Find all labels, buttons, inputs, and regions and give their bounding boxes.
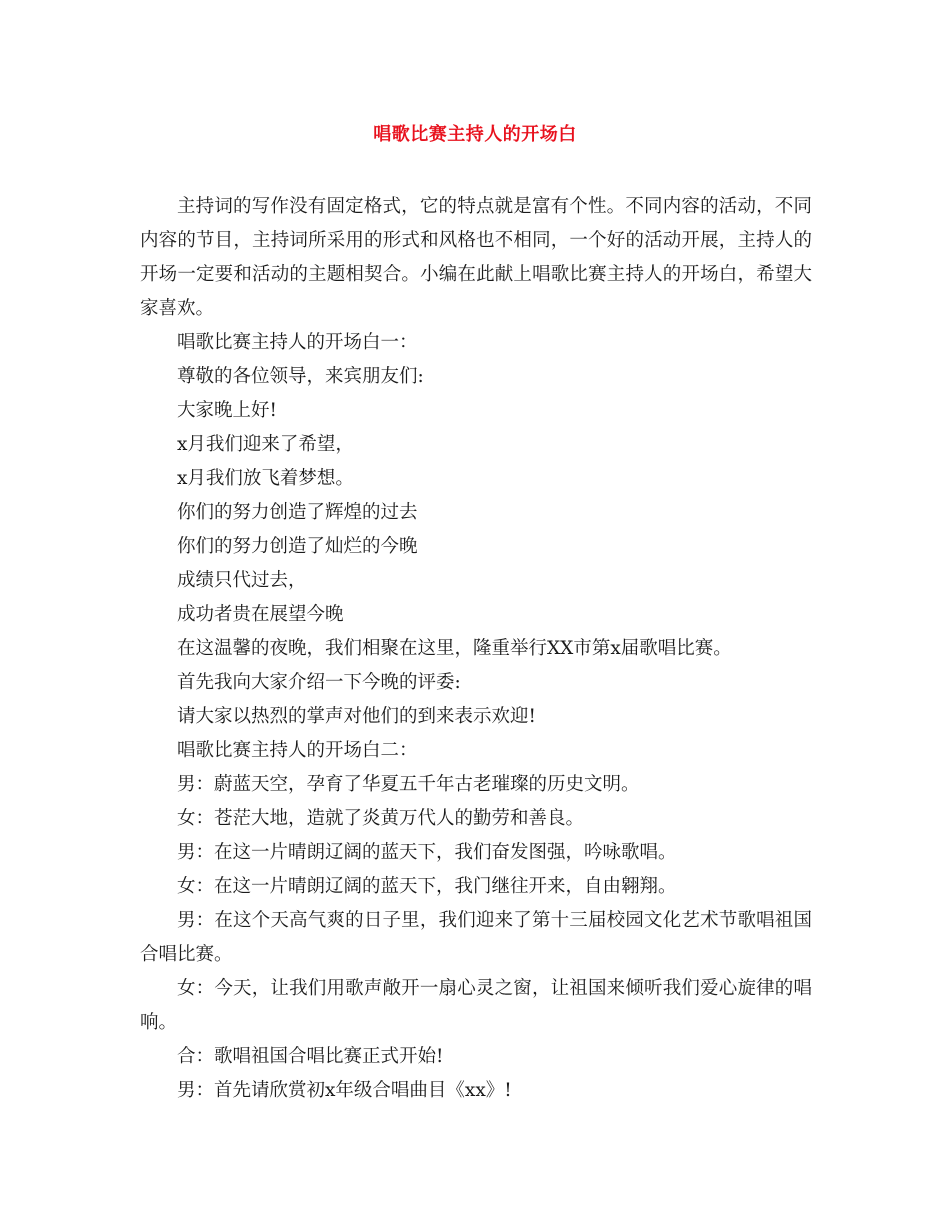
paragraph: 男：在这个天高气爽的日子里，我们迎来了第十三届校园文化艺术节歌唱祖国合唱比赛。 [140, 910, 812, 965]
paragraph: 尊敬的各位领导，来宾朋友们: [177, 366, 424, 387]
paragraph: x月我们迎来了希望， [177, 434, 354, 455]
document-body [140, 190, 812, 1108]
paragraph: 女：在这一片晴朗辽阔的蓝天下，我门继往开来，自由翱翔。 [177, 876, 677, 897]
paragraph: 男：蔚蓝天空，孕育了华夏五千年古老璀璨的历史文明。 [177, 774, 640, 795]
paragraph: 成绩只代过去， [177, 570, 307, 591]
paragraph: 首先我向大家介绍一下今晚的评委: [177, 672, 461, 693]
paragraph: 成功者贵在展望今晚 [177, 604, 344, 625]
paragraph: 唱歌比赛主持人的开场白一： [177, 332, 418, 353]
paragraph: 男：首先请欣赏初x年级合唱曲目《xx》! [177, 1080, 512, 1101]
paragraph: 女：今天，让我们用歌声敞开一扇心灵之窗，让祖国来倾听我们爱心旋律的唱响。 [140, 978, 812, 1033]
paragraph: 女：苍茫大地，造就了炎黄万代人的勤劳和善良。 [177, 808, 585, 829]
paragraph: 你们的努力创造了辉煌的过去 [177, 502, 418, 523]
paragraph: x月我们放飞着梦想。 [177, 468, 354, 489]
paragraph: 合：歌唱祖国合唱比赛正式开始! [177, 1046, 444, 1067]
paragraph: 在这温馨的夜晚，我们相聚在这里，隆重举行XX市第x届歌唱比赛。 [177, 638, 732, 659]
paragraph: 大家晚上好! [177, 400, 277, 421]
paragraph: 唱歌比赛主持人的开场白二： [177, 740, 418, 761]
paragraph: 主持词的写作没有固定格式，它的特点就是富有个性。不同内容的活动，不同内容的节目，主持词所采用的形式和风格也不相同，一个好的活动开展，主持人的开场一定要和活动的主题相契合。小编在此献上唱歌比赛主持人的开场白，希望大家喜欢。 [140, 196, 812, 319]
paragraph: 请大家以热烈的掌声对他们的到来表示欢迎! [177, 706, 536, 727]
paragraph: 男：在这一片晴朗辽阔的蓝天下，我们奋发图强，吟咏歌唱。 [177, 842, 677, 863]
document-title: 唱歌比赛主持人的开场白 [373, 124, 577, 145]
paragraph: 你们的努力创造了灿烂的今晚 [177, 536, 418, 557]
